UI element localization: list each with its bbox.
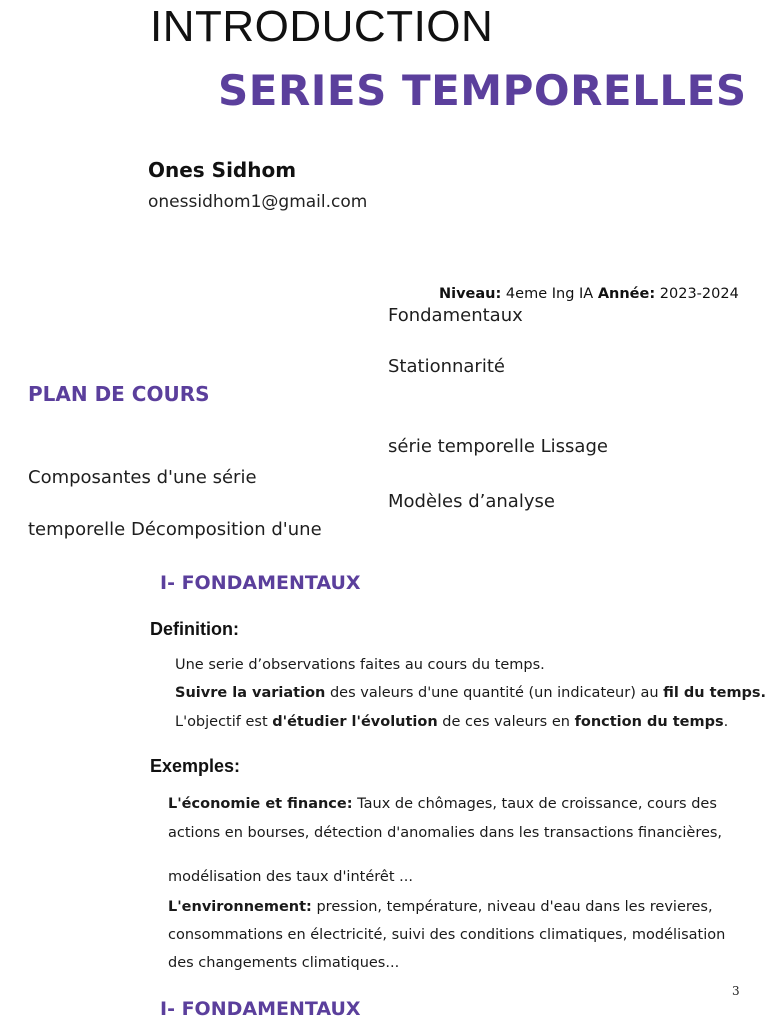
definition-line-3-text-2: de ces valeurs en bbox=[437, 714, 575, 730]
annee-value: 2023-2024 bbox=[659, 286, 739, 302]
definition-line-2-text-1: des valeurs d'une quantité (un indicateur) au bbox=[325, 685, 664, 701]
definition-line-2-bold-1: Suivre la variation bbox=[175, 685, 326, 701]
author-email: onessidhom1@gmail.com bbox=[148, 192, 368, 212]
niveau-label: Niveau: bbox=[439, 286, 502, 302]
definition-heading: Definition: bbox=[150, 619, 239, 639]
example-environment-line-3: des changements climatiques... bbox=[168, 955, 400, 971]
definition-line-3-bold-2: fonction du temps bbox=[574, 714, 724, 730]
definition-line-2 bbox=[175, 685, 766, 701]
plan-title: PLAN DE COURS bbox=[28, 382, 210, 406]
definition-line-3-text-1: L'objectif est bbox=[175, 714, 273, 730]
niveau-value: 4eme Ing IA bbox=[505, 286, 594, 302]
example-economy-line-3: modélisation des taux d'intérêt ... bbox=[168, 869, 413, 885]
definition-line-1: Une serie d’observations faites au cours du temps. bbox=[175, 657, 545, 673]
annee-label: Année: bbox=[597, 286, 656, 302]
example-economy-text-1: Taux de chômages, taux de croissance, cours des bbox=[352, 796, 717, 812]
intro-title: INTRODUCTION bbox=[150, 2, 494, 51]
plan-item-lissage: série temporelle Lissage bbox=[388, 436, 608, 457]
examples-heading: Exemples: bbox=[150, 756, 241, 776]
definition-line-3-text-3: . bbox=[723, 714, 729, 730]
plan-item-stationnarite: Stationnarité bbox=[388, 356, 505, 377]
page-number: 3 bbox=[732, 984, 740, 998]
definition-line-3-bold-1: d'étudier l'évolution bbox=[272, 714, 438, 730]
example-economy-line-2: actions en bourses, détection d'anomalies dans les transactions financières, bbox=[168, 825, 723, 841]
example-environment-text-1: pression, température, niveau d'eau dans les revieres, bbox=[311, 899, 713, 915]
definition-line-2-bold-2: fil du temps. bbox=[663, 685, 767, 701]
example-environment-line-1 bbox=[168, 899, 713, 915]
plan-item-decomposition: temporelle Décomposition d'une bbox=[28, 519, 322, 540]
plan-item-composantes: Composantes d'une série bbox=[28, 467, 257, 488]
plan-item-modeles: Modèles d’analyse bbox=[388, 491, 555, 512]
example-environment-line-2: consommations en électricité, suivi des conditions climatiques, modélisation bbox=[168, 927, 726, 943]
example-economy-label: L'économie et finance: bbox=[168, 796, 353, 812]
definition-line-3 bbox=[175, 714, 728, 730]
next-section-title: I- FONDAMENTAUX bbox=[160, 998, 361, 1020]
example-economy-line-1 bbox=[168, 796, 717, 812]
example-environment-label: L'environnement: bbox=[168, 899, 312, 915]
plan-item-fondamentaux: Fondamentaux bbox=[388, 305, 523, 326]
course-meta bbox=[439, 286, 739, 302]
main-title: SERIES TEMPORELLES bbox=[218, 66, 747, 115]
section-title: I- FONDAMENTAUX bbox=[160, 572, 361, 594]
author-name: Ones Sidhom bbox=[148, 158, 297, 182]
